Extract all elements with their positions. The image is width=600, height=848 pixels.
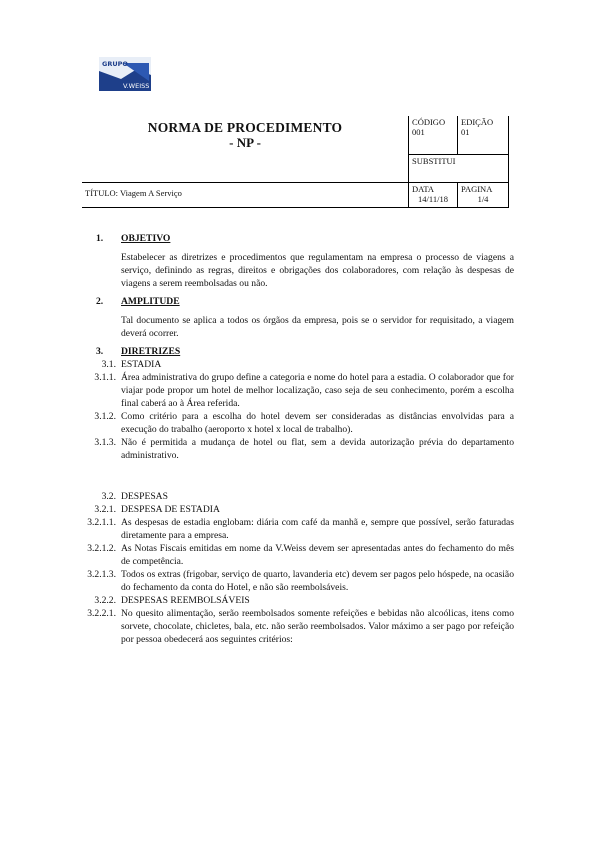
- item-number: 3.2.1.3.: [87, 569, 116, 580]
- section-heading-diretrizes: [82, 345, 514, 358]
- titulo-value: Viagem A Serviço: [120, 187, 182, 198]
- pagina-cell: [458, 182, 509, 207]
- item-number: 3.2.1.2.: [87, 543, 116, 554]
- list-item: [82, 490, 514, 503]
- data-cell: [409, 182, 458, 207]
- item-number: 3.1.: [101, 359, 116, 370]
- item-number: 3.1.3.: [94, 437, 116, 448]
- list-item: [82, 503, 514, 516]
- item-text: As Notas Fiscais emitidas em nome da V.Weiss devem ser apresentadas antes do fechamento do mês de competência.: [121, 543, 514, 567]
- edicao-label: EDIÇÃO: [461, 117, 494, 127]
- item-number: 3.2.: [101, 491, 116, 502]
- list-item: [82, 516, 514, 542]
- item-number: 3.1.2.: [94, 411, 116, 422]
- list-item: [82, 607, 514, 646]
- list-item: [82, 594, 514, 607]
- item-number: 3.2.1.1.: [87, 517, 116, 528]
- document-subtitle: - NP -: [229, 135, 261, 150]
- list-item: [82, 568, 514, 594]
- item-text: Como critério para a escolha do hotel devem ser consideradas as distâncias envolvidas para a execução do trabalho (aeroporto x hotel x local de trabalho).: [121, 411, 514, 435]
- section-paragraph: Tal documento se aplica a todos os órgãos da empresa, pois se o servidor for requisitado, a viagem deverá ocorrer.: [121, 315, 514, 339]
- pagina-label: PAGINA: [461, 183, 493, 194]
- section-title: AMPLITUDE: [121, 296, 180, 307]
- list-item: [82, 358, 514, 371]
- item-text: As despesas de estadia englobam: diária com café da manhã e, sempre que possível, serão faturadas diretamente para a empresa.: [121, 517, 514, 541]
- codigo-value: 001: [412, 127, 425, 137]
- section-heading-objetivo: [82, 232, 514, 245]
- document-title: NORMA DE PROCEDIMENTO: [147, 120, 343, 135]
- document-header-table: [82, 116, 509, 208]
- edicao-cell: [458, 116, 509, 154]
- section-number: 3.: [96, 346, 104, 357]
- codigo-cell: [409, 116, 458, 154]
- item-text: DESPESAS REEMBOLSÁVEIS: [121, 595, 250, 606]
- item-text: No quesito alimentação, serão reembolsados somente refeições e bebidas não alcoólicas, itens como sorvete, chocolate, chicletes, bala, etc. não serão reembolsados. Valor máximo a ser pago por refeição por pessoa obedecerá aos seguintes critérios:: [121, 608, 514, 645]
- section-number: 1.: [96, 233, 104, 244]
- titulo-cell: [82, 182, 409, 207]
- item-number: 3.1.1.: [94, 372, 116, 383]
- data-label: DATA: [412, 183, 435, 194]
- document-body: [82, 232, 514, 646]
- codigo-label: CÓDIGO: [412, 117, 446, 127]
- item-text: Área administrativa do grupo define a categoria e nome do hotel para a estadia. O colaborador que for viajar pode propor um hotel de melhor localização, caso seja de seu conhecimento, porém a escolha final caberá ao à Área referida.: [121, 372, 514, 409]
- item-text: Todos os extras (frigobar, serviço de quarto, lavanderia etc) devem ser pagos pelo hóspede, na ocasião do fechamento da conta do Hotel, e não são reembolsáveis.: [121, 569, 514, 593]
- substitui-label: SUBSTITUI: [412, 155, 456, 166]
- item-number: 3.2.2.: [94, 595, 116, 606]
- section-title: DIRETRIZES: [121, 346, 181, 357]
- list-item: [82, 410, 514, 436]
- section-number: 2.: [96, 296, 104, 307]
- item-text: DESPESAS: [121, 491, 168, 502]
- item-text: DESPESA DE ESTADIA: [121, 504, 220, 515]
- section-title: OBJETIVO: [121, 233, 171, 244]
- titulo-label: TÍTULO:: [85, 187, 119, 198]
- item-text: Não é permitida a mudança de hotel ou flat, sem a devida autorização prévia do departamento administrativo.: [121, 437, 514, 461]
- section-paragraph: Estabelecer as diretrizes e procedimentos que regulamentam na empresa o processo de viagens a serviço, definindo as regras, direitos e obrigações dos colaboradores, com relação às despesas de viagens a serem reembolsadas ou não.: [121, 252, 514, 289]
- logo-line2: V.WEISS: [123, 82, 150, 90]
- title-cell: [82, 116, 409, 182]
- company-logo: [99, 57, 151, 91]
- data-value: 14/11/18: [418, 193, 448, 204]
- item-number: 3.2.2.1.: [87, 608, 116, 619]
- section-heading-amplitude: [82, 295, 514, 308]
- list-item: [82, 371, 514, 410]
- edicao-value: 01: [461, 127, 470, 137]
- logo-line1: GRUPO: [102, 60, 128, 68]
- pagina-value: 1/4: [477, 193, 489, 204]
- substitui-cell: [409, 154, 509, 182]
- item-number: 3.2.1.: [94, 504, 116, 515]
- list-item: [82, 542, 514, 568]
- list-item: [82, 436, 514, 462]
- item-text: ESTADIA: [121, 359, 162, 370]
